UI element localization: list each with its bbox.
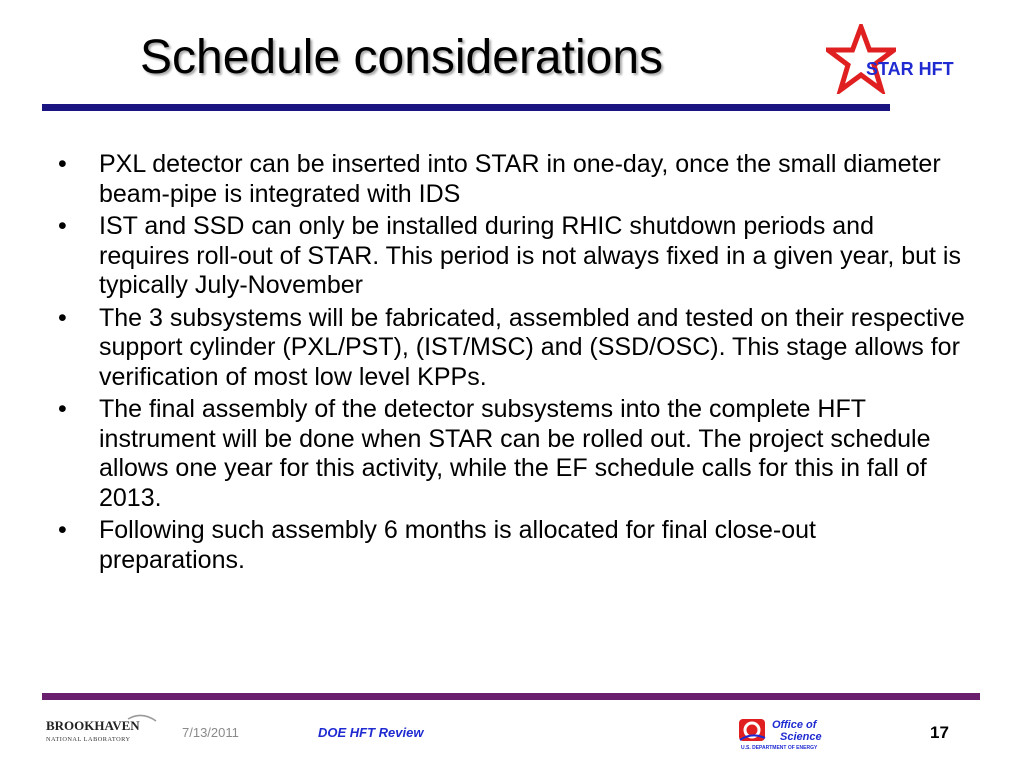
doe-line1-text: Office of xyxy=(772,719,817,731)
slide-title: Schedule considerations xyxy=(140,31,664,84)
page-number: 17 xyxy=(930,723,949,742)
bullet-marker: • xyxy=(58,516,67,544)
bullet-text: PXL detector can be inserted into STAR in one-day, once the small diameter beam-pipe is integrated with IDS xyxy=(99,150,941,208)
bnl-sub-text: NATIONAL LABORATORY xyxy=(46,736,131,743)
bullet-marker: • xyxy=(58,150,67,178)
doe-line3-text: U.S. DEPARTMENT OF ENERGY xyxy=(741,745,818,751)
footer-date: 7/13/2011 xyxy=(182,725,239,740)
bullet-list xyxy=(56,150,966,578)
bnl-name-text: BROOKHAVEN xyxy=(46,718,140,733)
star-hft-logo-text: STAR HFT xyxy=(866,59,954,79)
list-item xyxy=(56,304,966,393)
list-item xyxy=(56,150,966,209)
bullet-marker: • xyxy=(58,395,67,423)
bullet-marker: • xyxy=(58,303,67,332)
brookhaven-logo xyxy=(46,713,164,747)
doe-line2-text: Science xyxy=(780,731,822,743)
doe-office-of-science-logo xyxy=(738,716,850,752)
bullet-text: IST and SSD can only be installed during RHIC shutdown periods and requires roll-out of STAR. This period is not always fixed in a given year, but is typically July-November xyxy=(99,212,961,299)
list-item xyxy=(56,395,966,513)
bullet-text: The 3 subsystems will be fabricated, assembled and tested on their respective support cylinder (PXL/PST), (IST/MSC) and (SSD/OSC). This stage allows for verification of most low level KPPs. xyxy=(99,303,965,391)
bullet-text: Following such assembly 6 months is allocated for final close-out preparations. xyxy=(99,516,817,574)
footer-review-title: DOE HFT Review xyxy=(318,725,424,740)
footer-divider xyxy=(42,693,980,700)
list-item xyxy=(56,516,966,575)
list-item xyxy=(56,212,966,301)
title-divider xyxy=(42,104,890,111)
bullet-marker: • xyxy=(58,212,67,240)
bullet-text: The final assembly of the detector subsystems into the complete HFT instrument will be done when STAR can be rolled out. The project schedule allows one year for this activity, while the EF schedule calls for this in fall of 2013. xyxy=(99,395,931,512)
